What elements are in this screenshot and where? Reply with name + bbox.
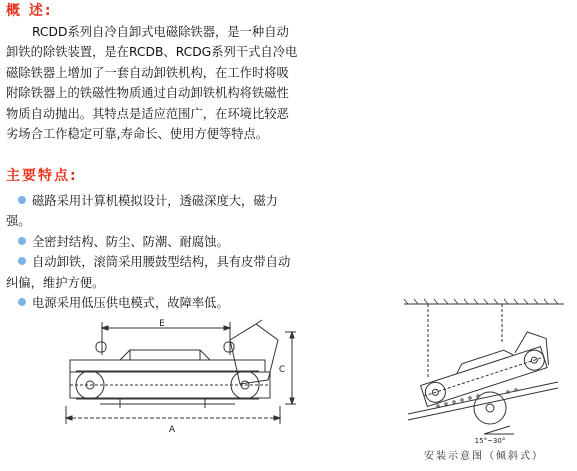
overview-text: RCDD系列自冷自卸式电磁除铁器，是一种自动卸铁的除铁装置，是在RCDB、RCDG系列干式自冷电磁除铁器上增加了一套自动卸铁机构，在工作时将吸附除铁器上的铁磁性物质通过自动卸铁机构将铁磁性物质自动抛出。其特点是适应范围广，在环境比较恶劣场合工作稳定可靠,寿命长、使用方便等特点。 — [6, 25, 298, 142]
dimension-drawing — [30, 310, 300, 440]
features-heading: 主要特点: — [6, 168, 78, 184]
bullet-icon — [18, 298, 26, 306]
dimension-label-e: E — [159, 319, 165, 329]
features-list — [6, 191, 298, 313]
installation-drawing — [398, 296, 570, 446]
bullet-icon — [18, 196, 26, 204]
dimension-label-a: A — [168, 425, 176, 435]
angle-label: 15°~30° — [474, 437, 506, 445]
feature-item: 磁路采用计算机模拟设计，透磁深度大，磁力强。 — [6, 194, 278, 229]
bullet-icon — [18, 257, 26, 265]
overview-heading: 概 述: — [6, 3, 53, 19]
installation-caption: 安装示意图（倾斜式） — [424, 451, 544, 462]
dimension-label-c: C — [278, 365, 286, 375]
feature-item: 电源采用低压供电模式，故障率低。 — [6, 293, 298, 313]
feature-item: 自动卸铁，滚筒采用腰鼓型结构，具有皮带自动纠偏，维护方便。 — [6, 255, 291, 290]
bullet-icon — [18, 237, 26, 245]
feature-item: 全密封结构、防尘、防潮、耐腐蚀。 — [6, 232, 298, 252]
